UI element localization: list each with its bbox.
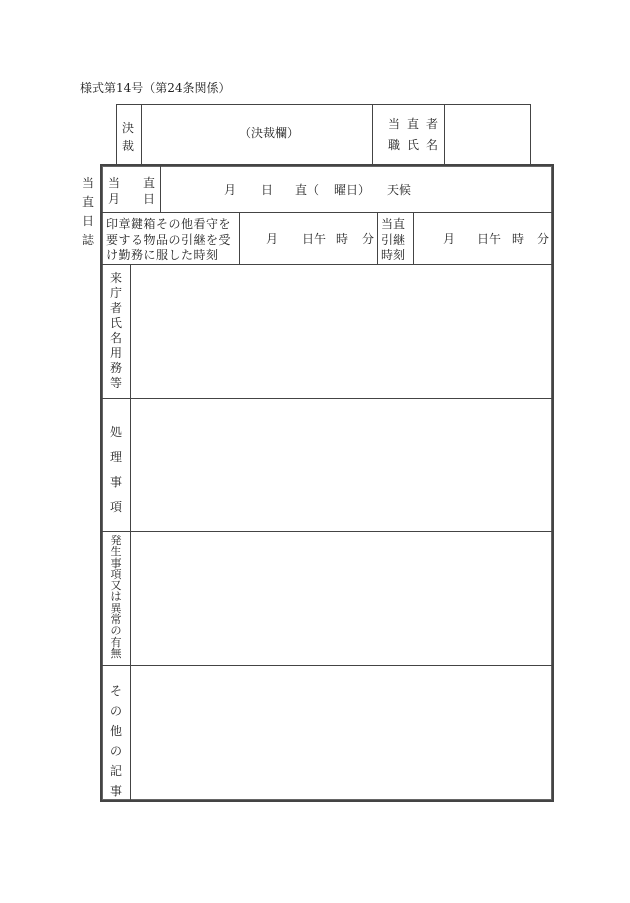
handover-minute: 分: [362, 232, 375, 246]
handover-day-ampm: 日午: [302, 232, 327, 246]
date-label-1: 当: [108, 176, 121, 190]
handover-label-3: 時刻: [381, 248, 406, 262]
form-number: 様式第14号（第24条関係）: [80, 81, 231, 95]
approval-label-top: 決: [122, 121, 135, 135]
date-field[interactable]: [161, 166, 552, 212]
handover-day-ampm-2: 日午: [477, 232, 502, 246]
duty-name-field[interactable]: [445, 104, 531, 165]
date-month: 月: [224, 183, 237, 197]
date-day: 日: [261, 183, 274, 197]
approval-field-label: （決裁欄）: [239, 126, 300, 140]
handover-text-3: け勤務に服した時刻: [106, 248, 219, 262]
approval-field[interactable]: [142, 104, 371, 165]
approval-label-bottom: 裁: [122, 139, 135, 153]
section-other-label: そ の 他 の 記 事: [109, 684, 122, 798]
section-visitors-label: 来 庁 者 氏 名 用 務 等: [109, 271, 122, 390]
handover-month-2: 月: [443, 232, 456, 246]
handover-label-2: 引継: [381, 233, 406, 247]
handover-minute-2: 分: [537, 232, 550, 246]
handover-hour-2: 時: [512, 232, 525, 246]
handover-text-2: 要する物品の引継を受: [106, 233, 232, 247]
duty-label-1: 当: [388, 117, 401, 131]
handover-time-field[interactable]: [240, 212, 377, 264]
date-label-4: 日: [143, 192, 156, 206]
handover-month: 月: [266, 232, 279, 246]
duty-label-3: 者: [426, 117, 439, 131]
handover-text-1: 印章鍵箱その他看守を: [106, 217, 232, 231]
date-weather: 天候: [387, 183, 412, 197]
duty-label-6: 名: [426, 138, 439, 152]
section-incidents-label: 発 生 事 項 又 は 異 常 の 有 無: [110, 534, 122, 660]
section-incidents-field[interactable]: [131, 532, 552, 665]
handover-time-field-2[interactable]: [414, 212, 552, 264]
date-weekday: 曜日）: [334, 183, 371, 197]
handover-label-1: 当直: [381, 217, 406, 231]
duty-label-4: 職: [388, 138, 401, 152]
section-visitors-field[interactable]: [131, 265, 552, 398]
section-other-field[interactable]: [131, 666, 552, 800]
section-processed-field[interactable]: [131, 399, 552, 531]
date-label-3: 月: [108, 192, 121, 206]
handover-hour: 時: [336, 232, 349, 246]
date-duty: 直（: [295, 183, 320, 197]
side-title: 当 直 日 誌: [81, 176, 94, 247]
duty-label-5: 氏: [407, 138, 420, 152]
duty-label-2: 直: [407, 117, 420, 131]
section-processed-label: 処 理 事 項: [109, 425, 122, 514]
date-label-2: 直: [143, 176, 156, 190]
